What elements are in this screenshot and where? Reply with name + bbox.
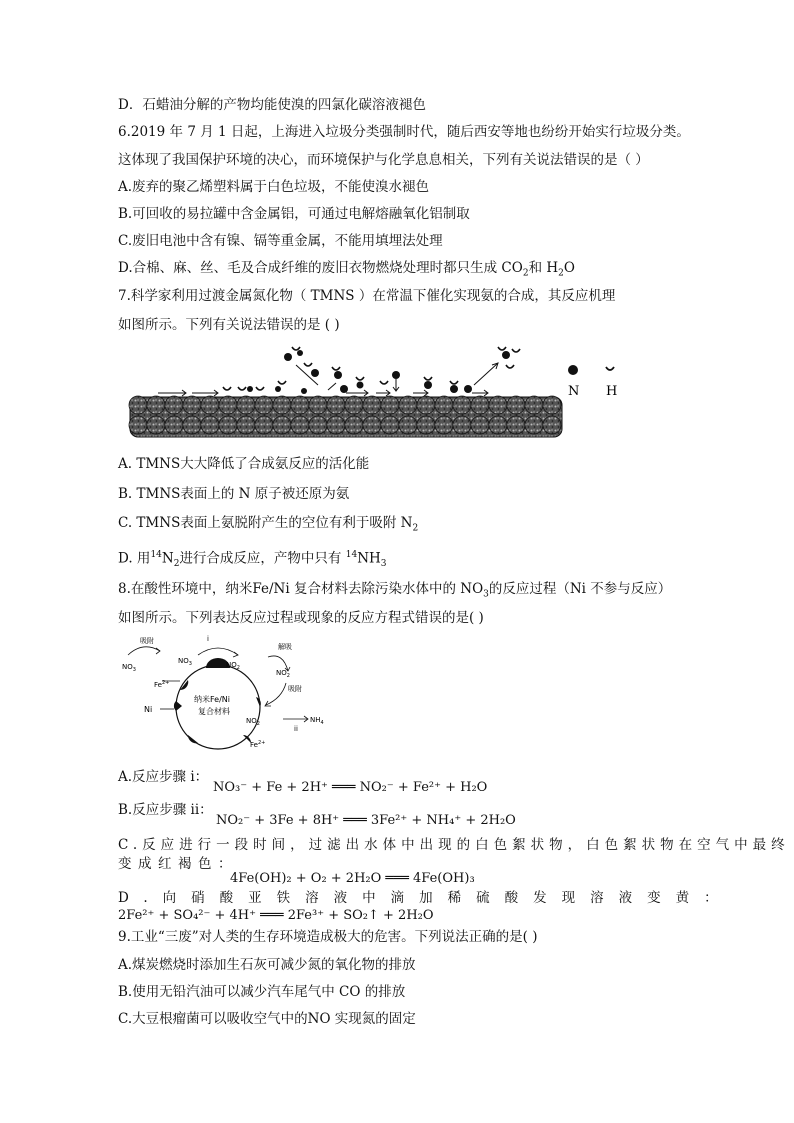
label-no2-surface: $NO_2$	[226, 661, 240, 671]
q8-option-d-line: D.向硝酸亚铁溶液中滴加稀硫酸发现溶液变黄：	[118, 890, 733, 906]
center-label-1: 纳米Fe/Ni	[194, 695, 230, 704]
label-fe2-bottom: $Fe^{2+}$	[250, 740, 266, 749]
q8-option-a-equation: NO₃⁻ + Fe + 2H⁺ ═══ NO₂⁻ + Fe²⁺ + H₂O	[213, 780, 488, 795]
center-label-2: 复合材料	[198, 707, 230, 716]
q6-option-a: A.废弃的聚乙烯塑料属于白色垃圾，不能使溴水褪色	[118, 179, 430, 195]
q7-stem-line2: 如图所示。下列有关说法错误的是 ( )	[118, 317, 340, 333]
legend-h-label: H	[606, 384, 618, 399]
q8-option-c-equation: 4Fe(OH)₂ + O₂ + 2H₂O ═══ 4Fe(OH)₃	[230, 871, 475, 886]
q8-reaction-figure	[118, 635, 338, 750]
q8-stem-line2: 如图所示。下列表达反应过程或现象的反应方程式错误的是( )	[118, 610, 484, 626]
q8-option-b-equation: NO₂⁻ + 3Fe + 8H⁺ ═══ 3Fe²⁺ + NH₄⁺ + 2H₂O	[216, 813, 516, 828]
label-step-i: i	[207, 635, 209, 643]
q7-stem-line1: 7.科学家利用过渡金属氮化物（ TMNS ）在常温下催化实现氨的合成，其反应机理	[118, 288, 616, 304]
q6-stem-line2: 这体现了我国保护环境的决心，而环境保护与化学息息相关，下列有关说法错误的是（ ）	[118, 152, 649, 168]
q8-stem-line1: 8.在酸性环境中，纳米Fe/Ni 复合材料去除污染水体中的 $NO_3$的反应过程（Ni 不参与反应）	[118, 581, 672, 600]
q7-option-c: C. TMNS表面上氨脱附产生的空位有利于吸附 $N_2$	[118, 515, 419, 534]
label-no3-outer: $NO_3$	[122, 663, 136, 673]
label-adsorb-2: 吸附	[288, 685, 302, 693]
label-nh4: $NH_4$	[310, 716, 324, 726]
q6-stem-line1: 6.2019 年 7 月 1 日起，上海进入垃圾分类强制时代，随后西安等地也纷纷开始实行垃圾分类。	[118, 124, 690, 140]
q6-option-b: B.可回收的易拉罐中含金属铝，可通过电解熔融氧化铝制取	[118, 206, 470, 222]
label-ni: Ni	[144, 705, 153, 714]
q6-option-c: C.废旧电池中含有镍、镉等重金属，不能用填埋法处理	[118, 233, 443, 249]
q8-option-c-line2: 变成红褐色：	[118, 856, 238, 872]
q9-option-b: B.使用无铅汽油可以减少汽车尾气中 CO 的排放	[118, 984, 406, 1000]
legend-h-atom-icon	[606, 367, 614, 370]
catalyst-surface	[129, 396, 562, 437]
q8-option-b-label: B.反应步骤 ii：	[118, 802, 213, 818]
q7-option-a: A. TMNS大大降低了合成氨反应的活化能	[118, 456, 370, 472]
label-no2-free: $NO_2$	[276, 669, 290, 679]
label-adsorb-1: 吸附	[140, 637, 154, 645]
label-no2-readsorbed: $NO_2$	[246, 717, 260, 727]
q6-option-d: D.合棉、麻、丝、毛及合成纤维的废旧衣物燃烧处理时都只生成 $CO_2$和 $H_2O$	[118, 260, 575, 279]
label-desorb: 解吸	[278, 643, 292, 651]
label-no3-adsorbed: $NO_3$	[178, 657, 192, 667]
q7-mechanism-figure	[128, 345, 648, 445]
q7-option-b: B. TMNS表面上的 N 原子被还原为氨	[118, 486, 350, 502]
q8-option-c-line1: C.反应进行一段时间，过滤出水体中出现的白色絮状物，白色絮状物在空气中最终	[118, 837, 790, 853]
q7-option-d: D. 用$^{14}N_2$进行合成反应，产物中只有 $^{14}NH_3$	[118, 550, 387, 570]
label-step-ii: ii	[294, 725, 298, 733]
q8-option-d-equation: 2Fe²⁺ + SO₄²⁻ + 4H⁺ ═══ 2Fe³⁺ + SO₂↑ + 2H₂O	[118, 908, 434, 923]
q9-stem: 9.工业“三废”对人类的生存环境造成极大的危害。下列说法正确的是( )	[118, 929, 538, 945]
legend-n-label: N	[568, 384, 580, 399]
q8-option-a-label: A.反应步骤 i：	[118, 769, 209, 785]
label-fe2-left: $Fe^{2+}$	[154, 680, 170, 689]
q5-option-d: D．石蜡油分解的产物均能使溴的四氯化碳溶液褪色	[118, 97, 426, 113]
q9-option-c: C.大豆根瘤菌可以吸收空气中的NO 实现氮的固定	[118, 1011, 416, 1027]
legend-n-atom-icon	[568, 365, 578, 375]
q9-option-a: A.煤炭燃烧时添加生石灰可减少氮的氧化物的排放	[118, 957, 416, 973]
